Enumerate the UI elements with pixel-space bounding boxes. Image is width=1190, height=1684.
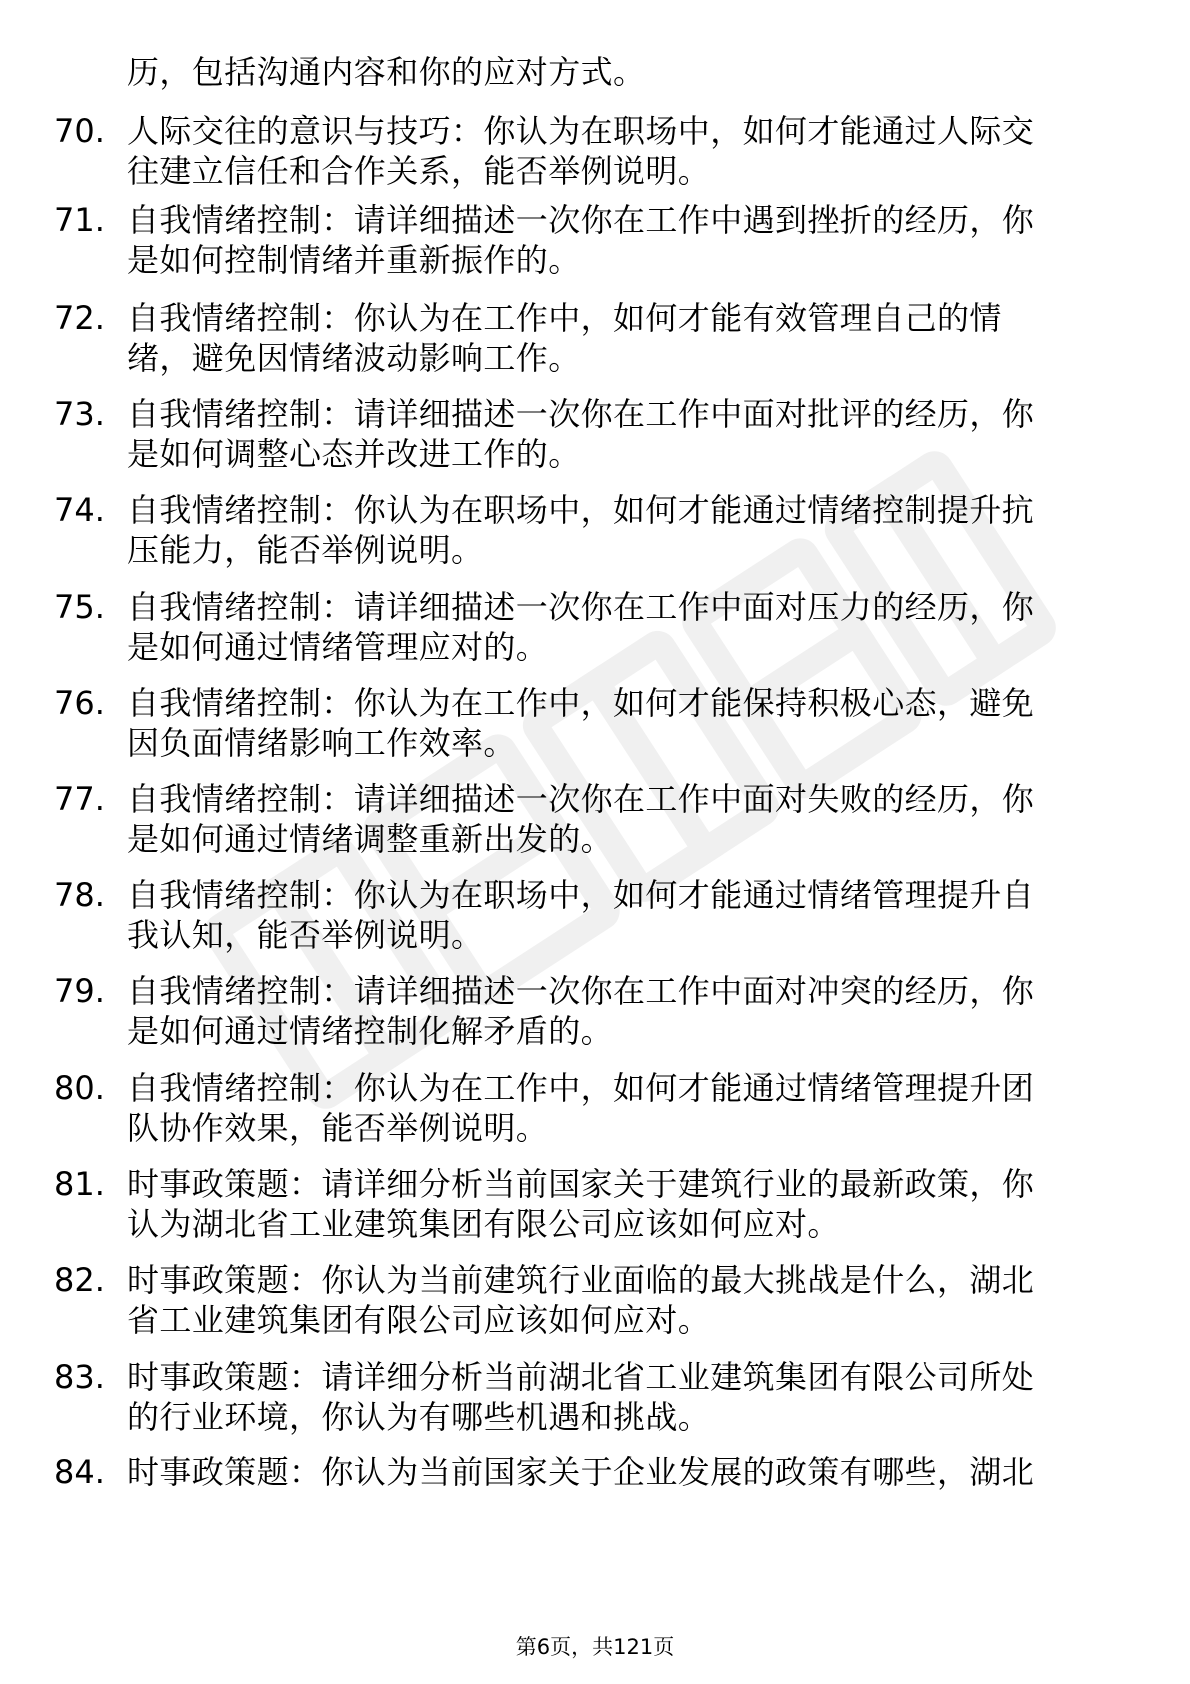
item-text: 自我情绪控制：请详细描述一次你在工作中面对压力的经历，你 是如何通过情绪管理应对的。 bbox=[127, 588, 1035, 666]
item-number: 74. bbox=[54, 491, 105, 529]
item-text: 时事政策题：你认为当前建筑行业面临的最大挑战是什么，湖北 省工业建筑集团有限公司应该如何应对。 bbox=[127, 1261, 1035, 1339]
item-number: 82. bbox=[54, 1261, 105, 1299]
item-number: 71. bbox=[54, 201, 105, 239]
item-number: 70. bbox=[54, 112, 105, 150]
item-text: 自我情绪控制：你认为在工作中，如何才能保持积极心态，避免 因负面情绪影响工作效率。 bbox=[127, 684, 1035, 762]
item-number: 77. bbox=[54, 780, 105, 818]
item-number: 80. bbox=[54, 1069, 105, 1107]
item-text: 自我情绪控制：你认为在工作中，如何才能通过情绪管理提升团 队协作效果，能否举例说明。 bbox=[127, 1069, 1035, 1147]
item-number: 83. bbox=[54, 1358, 105, 1396]
item-text: 时事政策题：你认为当前国家关于企业发展的政策有哪些，湖北 bbox=[127, 1453, 1035, 1491]
item-number: 81. bbox=[54, 1165, 105, 1203]
item-text: 自我情绪控制：请详细描述一次你在工作中面对冲突的经历，你 是如何通过情绪控制化解矛盾的。 bbox=[127, 972, 1035, 1050]
item-text: 自我情绪控制：你认为在职场中，如何才能通过情绪管理提升自 我认知，能否举例说明。 bbox=[127, 876, 1035, 954]
item-number: 72. bbox=[54, 299, 105, 337]
item-number: 76. bbox=[54, 684, 105, 722]
item-text: 自我情绪控制：请详细描述一次你在工作中遇到挫折的经历，你 是如何控制情绪并重新振作的。 bbox=[127, 201, 1035, 279]
item-number: 75. bbox=[54, 588, 105, 626]
item-text: 自我情绪控制：请详细描述一次你在工作中面对失败的经历，你 是如何通过情绪调整重新出发的。 bbox=[127, 780, 1035, 858]
item-text: 时事政策题：请详细分析当前湖北省工业建筑集团有限公司所处 的行业环境，你认为有哪些机遇和挑战。 bbox=[127, 1358, 1035, 1436]
item-text: 自我情绪控制：你认为在工作中，如何才能有效管理自己的情 绪，避免因情绪波动影响工作。 bbox=[127, 299, 1002, 377]
item-number: 73. bbox=[54, 395, 105, 433]
item-text: 人际交往的意识与技巧：你认为在职场中，如何才能通过人际交 往建立信任和合作关系，能否举例说明。 bbox=[127, 112, 1035, 190]
item-number: 78. bbox=[54, 876, 105, 914]
item-number: 79. bbox=[54, 972, 105, 1010]
item-text: 自我情绪控制：你认为在职场中，如何才能通过情绪控制提升抗 压能力，能否举例说明。 bbox=[127, 491, 1035, 569]
item-text: 自我情绪控制：请详细描述一次你在工作中面对批评的经历，你 是如何调整心态并改进工作的。 bbox=[127, 395, 1035, 473]
page-footer: 第6页，共121页 bbox=[515, 1635, 675, 1659]
item-text: 时事政策题：请详细分析当前国家关于建筑行业的最新政策，你 认为湖北省工业建筑集团有限公司应该如何应对。 bbox=[127, 1165, 1035, 1243]
continued-line: 历，包括沟通内容和你的应对方式。 bbox=[127, 53, 646, 91]
item-number: 84. bbox=[54, 1453, 105, 1491]
